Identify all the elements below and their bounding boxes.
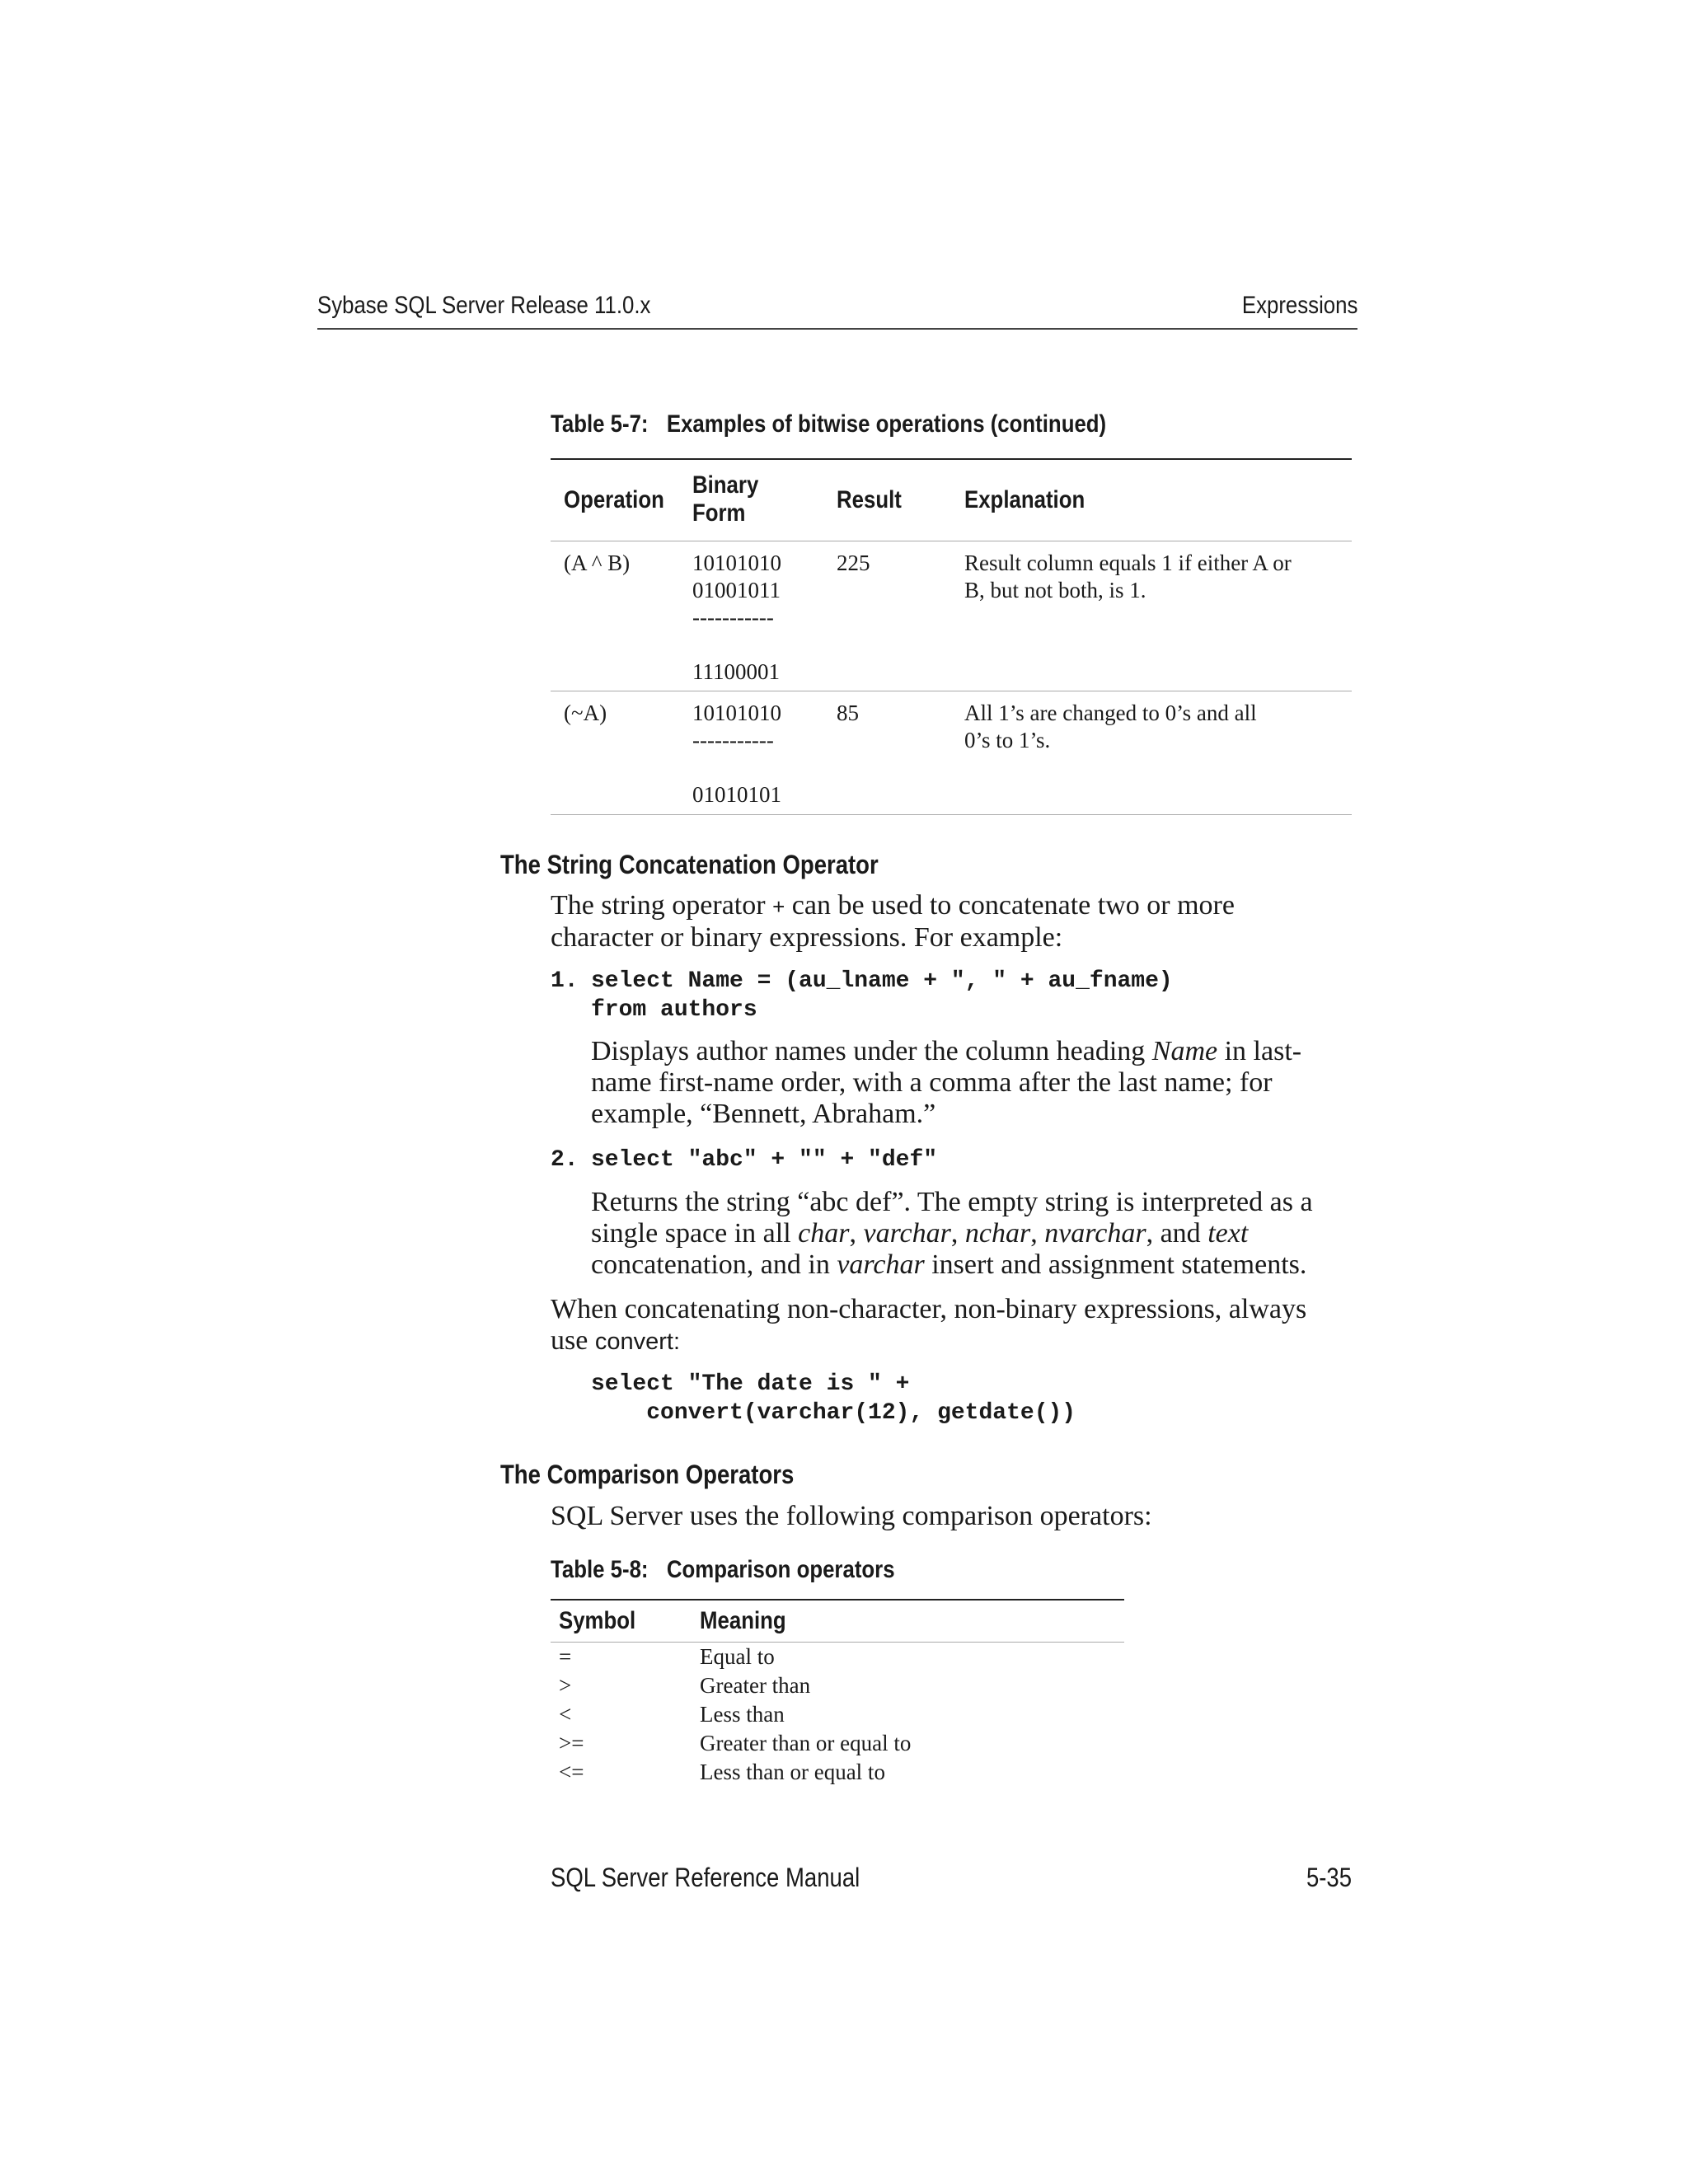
- comparison-operators-table: [551, 1599, 1124, 1787]
- table-number: Table 5-8:: [551, 1556, 649, 1583]
- list-number: 2.: [551, 1147, 579, 1173]
- code-example-2: select "abc" + "" + "def": [591, 1147, 938, 1173]
- binary-form-cell: 10101010 ----------- 01010101: [692, 701, 781, 807]
- header-book-title: Sybase SQL Server Release 11.0.x: [317, 292, 651, 319]
- meaning-cell: Greater than or equal to: [700, 1731, 912, 1755]
- operation-cell: (A ^ B): [564, 551, 631, 575]
- table-number: Table 5-7:: [551, 410, 649, 438]
- column-header-result: Result: [837, 486, 902, 513]
- explanation-cell: Result column equals 1 if either A or B, but not both, is 1.: [964, 551, 1292, 602]
- column-header-operation: Operation: [564, 486, 664, 513]
- result-cell: 85: [837, 701, 859, 725]
- list-number: 1.: [551, 968, 579, 994]
- table-title: Examples of bitwise operations (continued): [666, 410, 1107, 438]
- plus-operator: +: [772, 894, 785, 919]
- table-5-8-caption: [551, 1556, 895, 1584]
- example-1-description: Displays author names under the column heading Name in last- name first-name order, with a comma after the last name; for example, “Bennett, Abraham.”: [591, 1036, 1302, 1129]
- example-2-description: Returns the string “abc def”. The empty string is interpreted as a single space in all char, varchar, nchar, nvarchar, and text concatenation, and in varchar insert and assignment statements.: [591, 1187, 1313, 1280]
- table-row: [551, 1643, 1124, 1671]
- explanation-cell: All 1’s are changed to 0’s and all 0’s to 1’s.: [964, 701, 1257, 752]
- symbol-cell: >=: [559, 1731, 584, 1755]
- table-header-row: [551, 1601, 1124, 1643]
- table-header-row: [551, 460, 1352, 541]
- table-5-7-caption: [551, 410, 1106, 438]
- footer-manual-title: SQL Server Reference Manual: [551, 1863, 860, 1892]
- convert-note-paragraph: When concatenating non-character, non-binary expressions, always use convert:: [551, 1294, 1307, 1356]
- meaning-cell: Greater than: [700, 1673, 811, 1698]
- page-number: 5-35: [1306, 1863, 1352, 1892]
- binary-form-cell: 10101010 01001011 ----------- 11100001: [692, 551, 781, 684]
- column-header-symbol: Symbol: [559, 1607, 636, 1634]
- column-header-binary-form: Binary Form: [692, 471, 759, 527]
- table-row: [551, 1758, 1124, 1787]
- table-row: [551, 1700, 1124, 1729]
- meaning-cell: Less than or equal to: [700, 1760, 885, 1784]
- result-cell: 225: [837, 551, 870, 575]
- symbol-cell: <: [559, 1702, 572, 1727]
- section-heading-string-concatenation: The String Concatenation Operator: [500, 850, 879, 879]
- column-header-meaning: Meaning: [700, 1607, 786, 1634]
- operation-cell: (~A): [564, 701, 607, 725]
- concat-intro-paragraph: The string operator + can be used to concatenate two or more character or binary expressions. For example:: [551, 890, 1235, 953]
- convert-keyword: convert: [594, 1329, 673, 1355]
- code-example-1: select Name = (au_lname + ", " + au_fname) from authors: [591, 968, 1173, 1023]
- column-header-explanation: Explanation: [964, 486, 1085, 513]
- symbol-cell: =: [559, 1644, 572, 1669]
- meaning-cell: Equal to: [700, 1644, 775, 1669]
- symbol-cell: <=: [559, 1760, 584, 1784]
- running-header: [317, 288, 1357, 330]
- table-title: Comparison operators: [666, 1556, 895, 1583]
- table-row: [551, 691, 1352, 815]
- table-row: [551, 1729, 1124, 1758]
- code-example-convert: select "The date is " + convert(varchar(12), getdate()): [591, 1371, 1076, 1426]
- bitwise-operations-table: [551, 458, 1352, 815]
- table-row: [551, 541, 1352, 691]
- table-row: [551, 1671, 1124, 1700]
- comparison-intro-paragraph: SQL Server uses the following comparison operators:: [551, 1501, 1152, 1531]
- section-heading-comparison-operators: The Comparison Operators: [500, 1460, 795, 1489]
- header-chapter-title: Expressions: [1241, 292, 1357, 319]
- meaning-cell: Less than: [700, 1702, 785, 1727]
- symbol-cell: >: [559, 1673, 572, 1698]
